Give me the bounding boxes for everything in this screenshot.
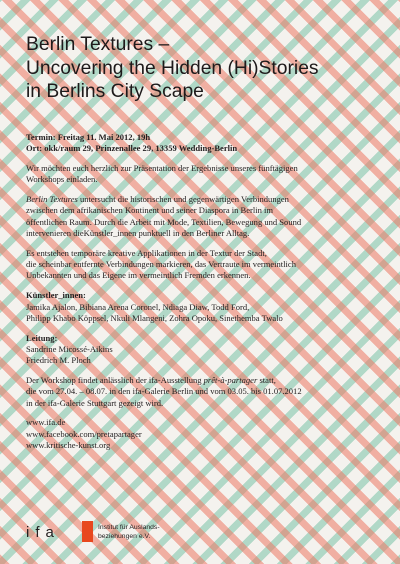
ifa-wordmark: ifa [26,524,60,541]
project-name: Berlin Textures [26,194,78,205]
event-location: Ort: okk/raum 29, Prinzenallee 29, 13359 Wedding-Berlin [26,143,238,154]
description-line [26,194,391,205]
exhibition-name: prêt-à-partager [203,375,258,386]
invitation-paragraph [26,163,391,186]
leadership-section [26,333,391,367]
event-date: Termin: Freitag 11. Mai 2012, 19h [26,132,151,142]
title-line-2: Uncovering the Hidden (Hi)Stories [26,57,319,79]
poster-title [26,33,396,104]
description-line: intervenieren dieKünstler_innen punktuell in den Berliner Alltag. [26,228,250,239]
leader-name: Sandrine Micossé-Aikins [26,343,113,354]
artists-section [26,290,391,324]
event-details [26,132,391,155]
exhibition-paragraph [26,375,391,409]
applications-line: Unbekannten und das Eigene im vermeintlich Fremden erkennen. [26,270,251,281]
exhibition-line: in der ifa-Galerie Stuttgart gezeigt wird. [26,397,164,408]
exhibition-line-end: statt, [257,375,276,386]
link-ifa[interactable]: www.ifa.de [26,417,66,428]
artists-line: Philipp Khabo Köppsel, Nkuli Mlangeni, Zohra Opoku, Sinethemba Twalo [26,312,283,323]
leadership-heading: Leitung: [26,332,58,343]
link-kritische-kunst[interactable]: www.kritische-kunst.org [26,440,111,451]
description-line: öffentlichen Raum. Durch die Arbeit mit Mode, Textilien, Bewegung und Sound [26,216,302,227]
institute-line: beziehungen e.V. [98,532,151,540]
ifa-logo [26,518,226,544]
applications-paragraph [26,248,391,282]
invitation-line: Wir möchten euch herzlich zur Präsentation der Ergebnisse unseres fünftägigen [26,163,298,174]
institute-line: Institut für Auslands- [98,524,160,531]
applications-line: Es entstehen temporäre kreative Applikationen in der Textur der Stadt, [26,247,267,258]
leader-name: Friedrich M. Ploch [26,355,91,366]
invitation-line: Workshops einladen. [26,174,98,185]
exhibition-line-start: Der Workshop findet anlässlich der ifa-Ausstellung [26,375,204,386]
title-line-1: Berlin Textures – [26,34,170,55]
description-paragraph [26,194,391,239]
description-line-rest: untersucht die historischen und gegenwärtigen Verbindungen [77,194,289,205]
links-section [26,417,391,451]
poster-body [26,132,391,460]
artists-heading: Künstler_innen: [26,290,86,301]
artists-line: Jamika Ajalon, Bibiana Arena Coronel, Ndiaga Diaw, Todd Ford, [26,301,250,312]
institute-name [98,524,160,541]
applications-line: die scheinbar entfernte Verbindungen markieren, das Vertraute im vermeintlich [26,259,296,270]
title-line-3: in Berlins City Scape [26,81,204,102]
description-line: zwischen dem afrikanischen Kontinent und seiner Diaspora in Berlin im [26,205,274,216]
exhibition-line: die vom 27.04. – 08.07. in den ifa-Galerie Berlin und vom 03.05. bis 01.07.2012 [26,386,302,397]
exhibition-line [26,375,391,386]
ifa-accent-bar [82,521,93,542]
link-facebook[interactable]: www.facebook.com/pretapartager [26,428,142,439]
